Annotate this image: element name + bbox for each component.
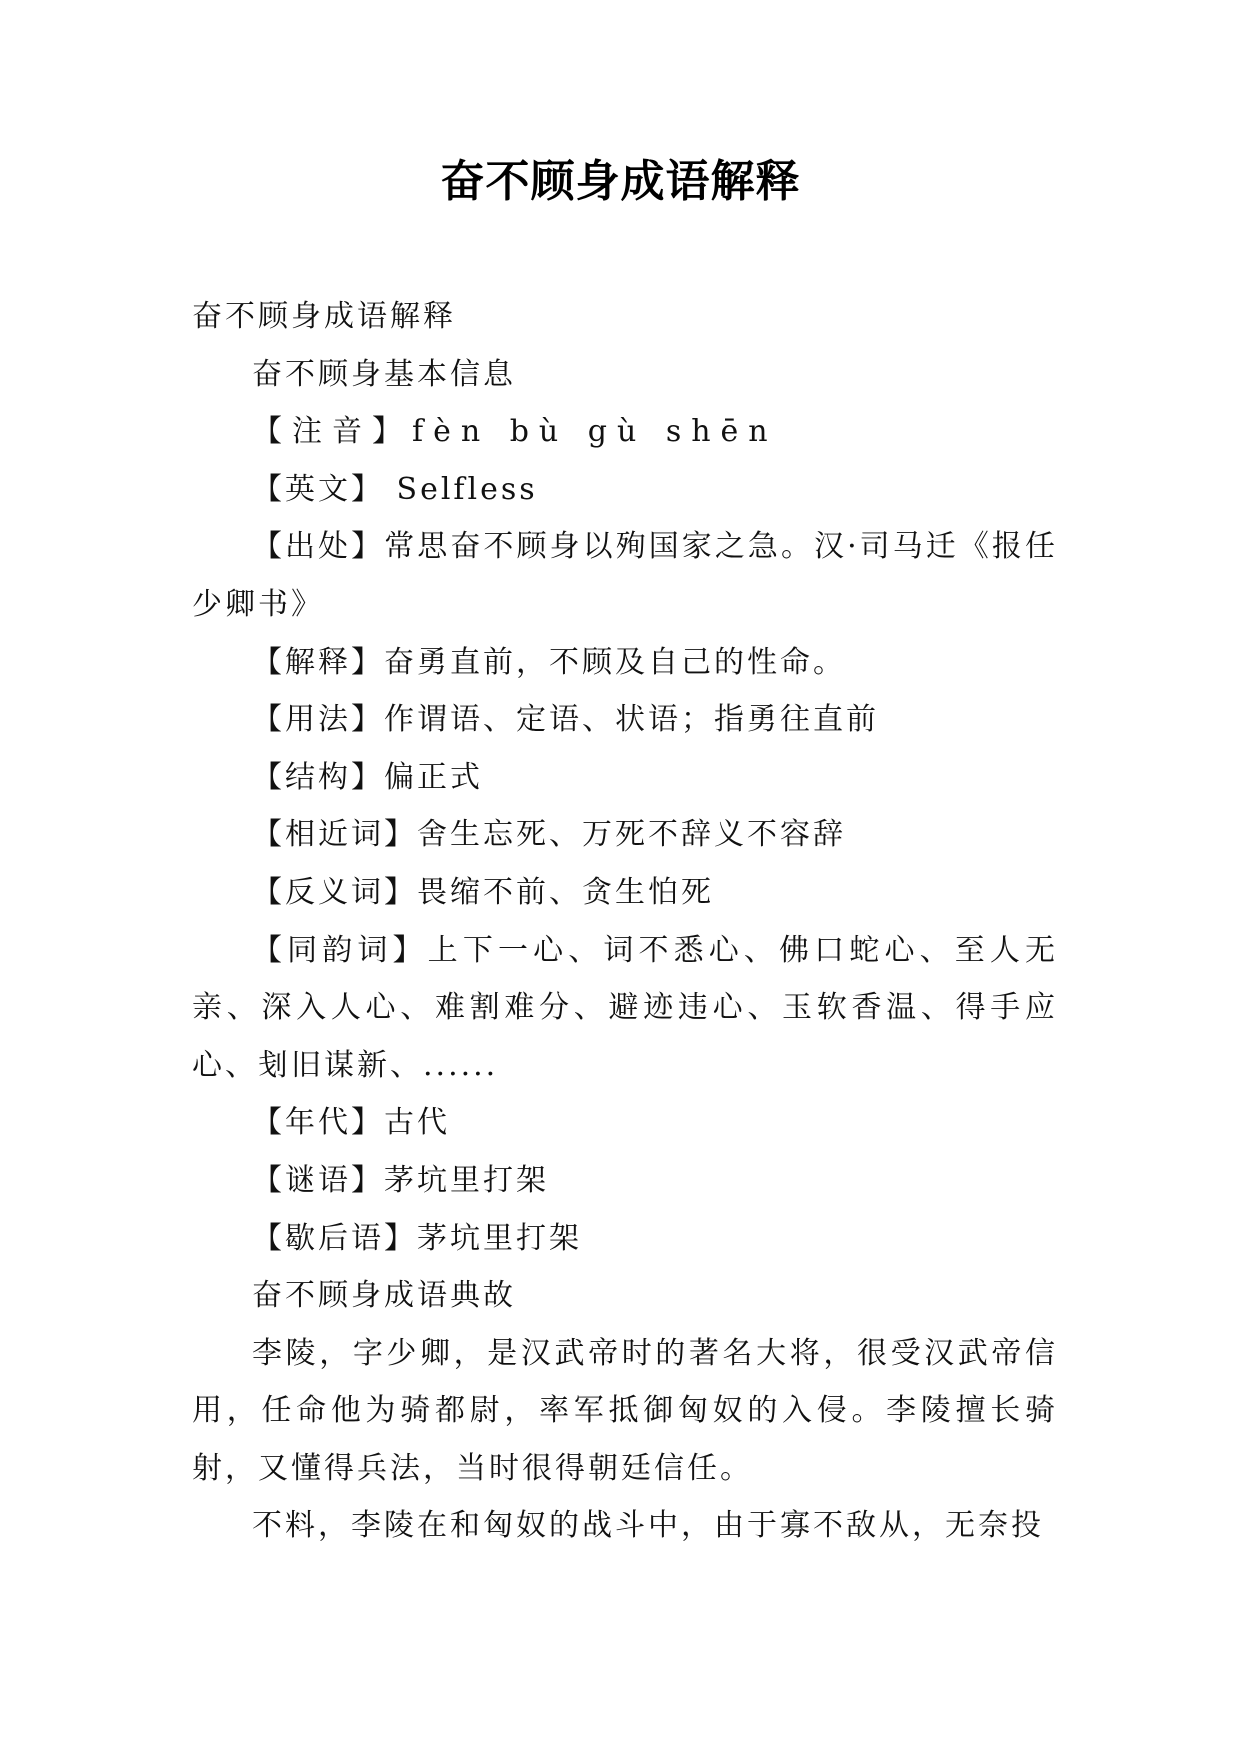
subsection-heading-story: 奋不顾身成语典故 [252,1278,516,1314]
structure-entry: 【结构】偏正式 [252,759,483,795]
subsection-heading-basic-info: 奋不顾身基本信息 [252,356,516,392]
document-title: 奋不顾身成语解释 [440,156,801,207]
xiehouyu-entry: 【歇后语】茅坑里打架 [252,1220,582,1256]
source-entry: 【出处】常思奋不顾身以殉国家之急。汉·司马迁《报任少卿书》 [192,529,1058,622]
english-entry: 【英文】 Selfless [252,471,538,507]
usage-entry: 【用法】作谓语、定语、状语；指勇往直前 [252,702,879,738]
document-body [192,288,1058,1555]
section-heading: 奋不顾身成语解释 [192,299,456,334]
synonyms-entry: 【相近词】舍生忘死、万死不辞义不容辞 [252,817,846,853]
riddle-entry: 【谜语】茅坑里打架 [252,1162,549,1198]
antonyms-entry: 【反义词】畏缩不前、贪生怕死 [252,874,714,910]
era-entry: 【年代】古代 [252,1105,450,1141]
story-paragraph: 李陵，字少卿，是汉武帝时的著名大将，很受汉武帝信用，任命他为骑都尉，率军抵御匈奴的入侵。李陵擅长骑射，又懂得兵法，当时很得朝廷信任。 [192,1335,1058,1486]
story-paragraph: 不料，李陵在和匈奴的战斗中，由于寡不敌从，无奈投 [252,1508,1044,1544]
explanation-entry: 【解释】奋勇直前，不顾及自己的性命。 [252,644,846,680]
rhyme-words-entry: 【同韵词】上下一心、词不悉心、佛口蛇心、至人无亲、深入人心、难割难分、避迹违心、玉软香温、得手应心、刬旧谋新、...... [192,932,1058,1083]
pinyin-entry: 【注音】fèn bù gù shēn [252,414,778,450]
